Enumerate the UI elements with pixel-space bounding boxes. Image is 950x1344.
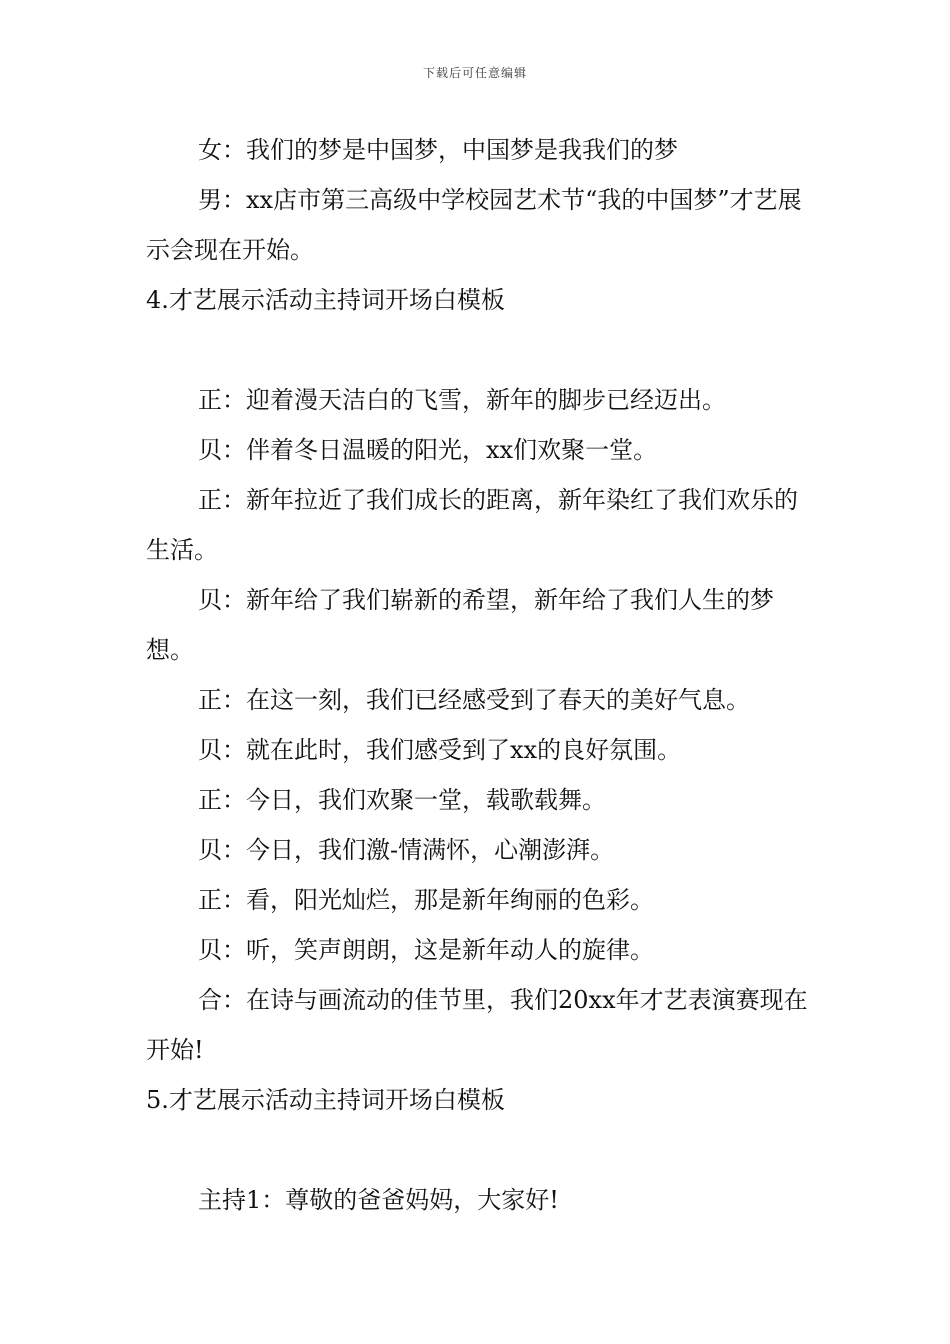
paragraph: 正：看，阳光灿烂，那是新年绚丽的色彩。 — [198, 886, 654, 914]
document-body — [146, 125, 810, 1225]
paragraph: 贝：新年给了我们崭新的希望，新年给了我们人生的梦想。 — [146, 586, 774, 664]
paragraph: 正：迎着漫天洁白的飞雪，新年的脚步已经迈出。 — [198, 386, 726, 414]
paragraph: 正：今日，我们欢聚一堂，载歌载舞。 — [198, 786, 606, 814]
paragraph: 主持1：尊敬的爸爸妈妈，大家好! — [198, 1186, 559, 1214]
paragraph: 贝：伴着冬日温暖的阳光，xx们欢聚一堂。 — [198, 436, 658, 464]
paragraph: 女：我们的梦是中国梦，中国梦是我我们的梦 — [198, 136, 678, 164]
paragraph: 贝：听，笑声朗朗，这是新年动人的旋律。 — [198, 936, 654, 964]
section-heading: 4.才艺展示活动主持词开场白模板 — [146, 286, 505, 314]
blank-line — [146, 325, 810, 375]
paragraph: 贝：就在此时，我们感受到了xx的良好氛围。 — [198, 736, 682, 764]
paragraph: 贝：今日，我们激-情满怀，心潮澎湃。 — [198, 836, 615, 864]
paragraph: 合：在诗与画流动的佳节里，我们20xx年才艺表演赛现在开始! — [146, 986, 808, 1064]
header-note: 下载后可任意编辑 — [422, 66, 527, 80]
paragraph: 正：新年拉近了我们成长的距离，新年染红了我们欢乐的生活。 — [146, 486, 798, 564]
paragraph: 正：在这一刻，我们已经感受到了春天的美好气息。 — [198, 686, 750, 714]
blank-line — [146, 1125, 810, 1175]
paragraph: 男：xx店市第三高级中学校园艺术节“我的中国梦”才艺展示会现在开始。 — [146, 186, 802, 264]
section-heading: 5.才艺展示活动主持词开场白模板 — [146, 1086, 505, 1114]
